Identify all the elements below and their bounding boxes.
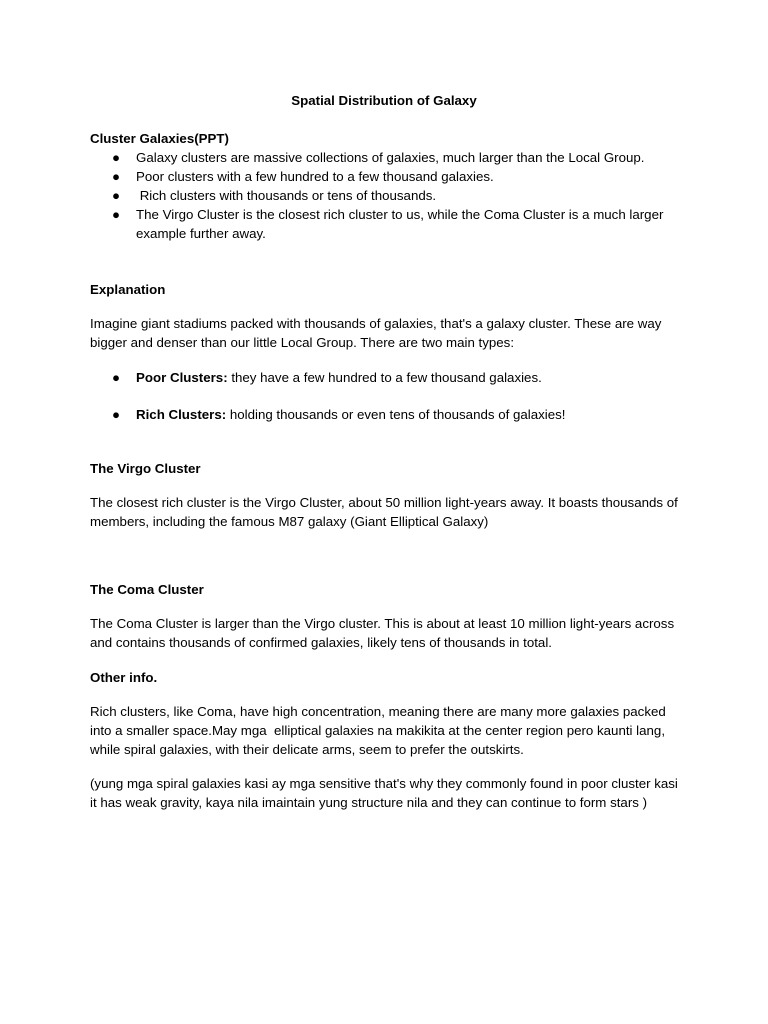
type-text: holding thousands or even tens of thousands of galaxies! xyxy=(226,407,566,422)
other-paragraph-2: (yung mga spiral galaxies kasi ay mga sensitive that's why they commonly found in poor cluster kasi it has weak gravity, kaya nila imaintain yung structure nila and they can continue to form stars ) xyxy=(90,776,678,810)
bullet-icon: ● xyxy=(112,370,121,385)
type-label: Poor Clusters: xyxy=(136,370,228,385)
coma-paragraph: The Coma Cluster is larger than the Virgo cluster. This is about at least 10 million light-years across and contains thousands of confirmed galaxies, likely tens of thousands in total. xyxy=(90,616,675,650)
cluster-heading: Cluster Galaxies(PPT) xyxy=(90,131,229,146)
bullet-icon: ● xyxy=(112,150,121,165)
other-paragraph-1: Rich clusters, like Coma, have high concentration, meaning there are many more galaxies packed into a smaller space.May mga elliptical galaxies na makikita at the center region pero kaunti lang, while spiral galaxies, with their delicate arms, seem to prefer the outskirts. xyxy=(90,704,670,757)
virgo-section xyxy=(90,459,680,478)
list-item xyxy=(90,368,680,387)
bullet-icon: ● xyxy=(112,407,121,422)
document-title: Spatial Distribution of Galaxy xyxy=(291,93,477,108)
coma-section xyxy=(90,580,680,599)
type-text: they have a few hundred to a few thousand galaxies. xyxy=(227,370,542,385)
bullet-icon: ● xyxy=(112,169,121,184)
list-item-text: Rich clusters with thousands or tens of thousands. xyxy=(136,188,437,203)
explanation-paragraph: Imagine giant stadiums packed with thousands of galaxies, that's a galaxy cluster. These are way bigger and denser than our little Local Group. There are two main types: xyxy=(90,316,662,350)
list-item xyxy=(90,405,680,424)
other-paragraph-2-block xyxy=(90,774,680,812)
other-heading: Other info. xyxy=(90,670,158,685)
other-section xyxy=(90,668,680,687)
list-item xyxy=(90,186,680,205)
list-item xyxy=(90,148,680,167)
explanation-heading: Explanation xyxy=(90,282,166,297)
virgo-heading: The Virgo Cluster xyxy=(90,461,201,476)
virgo-paragraph-block xyxy=(90,493,680,531)
list-item-text: Galaxy clusters are massive collections of galaxies, much larger than the Local Group. xyxy=(136,150,645,165)
cluster-section xyxy=(90,129,680,243)
bullet-icon: ● xyxy=(112,207,121,222)
list-item-text: The Virgo Cluster is the closest rich cluster to us, while the Coma Cluster is a much larger example further away. xyxy=(136,207,664,241)
explanation-paragraph-block xyxy=(90,314,680,352)
other-paragraph-1-block xyxy=(90,702,680,759)
cluster-types-list xyxy=(90,368,680,424)
cluster-list xyxy=(90,148,680,243)
coma-heading: The Coma Cluster xyxy=(90,582,204,597)
type-label: Rich Clusters: xyxy=(136,407,227,422)
cluster-types-block xyxy=(90,368,680,442)
virgo-paragraph: The closest rich cluster is the Virgo Cluster, about 50 million light-years away. It boasts thousands of members, including the famous M87 galaxy (Giant Elliptical Galaxy) xyxy=(90,495,678,529)
list-item xyxy=(90,205,680,243)
list-item-text: Poor clusters with a few hundred to a few thousand galaxies. xyxy=(136,169,494,184)
bullet-icon: ● xyxy=(112,188,121,203)
explanation-section xyxy=(90,280,680,299)
coma-paragraph-block xyxy=(90,614,680,652)
list-item xyxy=(90,167,680,186)
